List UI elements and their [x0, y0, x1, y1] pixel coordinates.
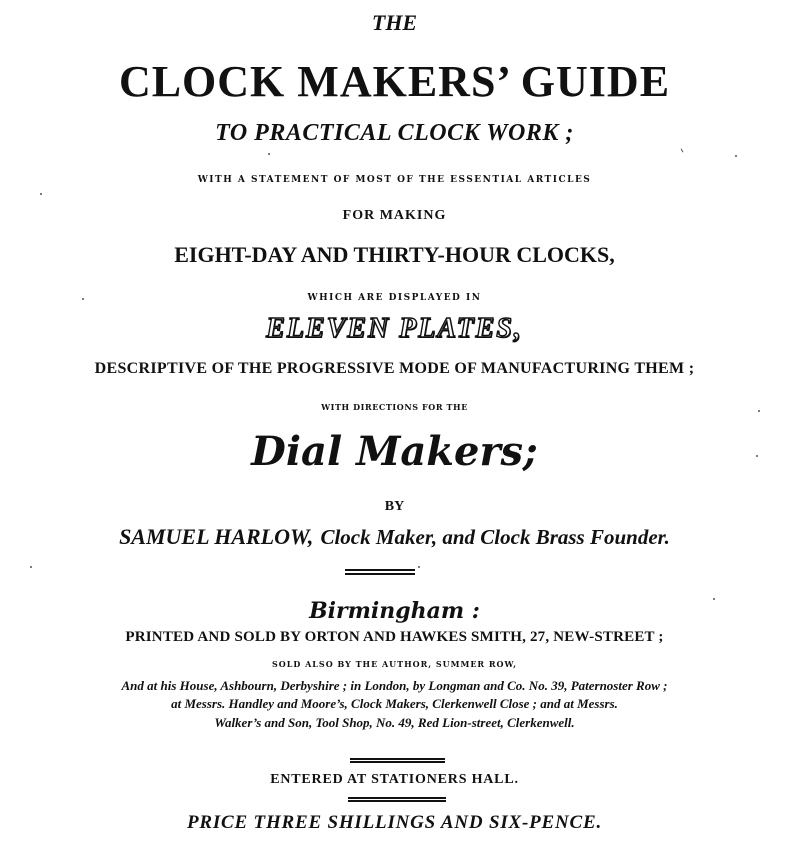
- double-rule: [350, 758, 445, 763]
- eleven-plates: ELEVEN PLATES,: [266, 313, 523, 344]
- scan-speck: [268, 153, 270, 155]
- scan-speck: [681, 149, 684, 153]
- price-line: PRICE THREE SHILLINGS AND SIX-PENCE.: [186, 812, 603, 833]
- scan-speck: [713, 598, 715, 600]
- by-line: BY: [384, 499, 405, 514]
- scan-speck: [735, 155, 737, 157]
- main-title: CLOCK MAKERS’ GUIDE: [118, 57, 671, 106]
- heading-the: THE: [371, 10, 418, 35]
- scan-speck: [756, 455, 758, 457]
- descriptive-line: DESCRIPTIVE OF THE PROGRESSIVE MODE OF MANUFACTURING THEM ;: [94, 360, 695, 377]
- imprint-printed-by: PRINTED AND SOLD BY ORTON AND HAWKES SMITH, 27, NEW-STREET ;: [125, 629, 664, 645]
- subtitle: TO PRACTICAL CLOCK WORK ;: [215, 120, 574, 146]
- scan-speck: [40, 193, 42, 195]
- imprint-line-3: Walker’s and Son, Tool Shop, No. 49, Red Lion-street, Clerkenwell.: [214, 715, 575, 730]
- imprint-line-1: And at his House, Ashbourn, Derbyshire ; in London, by Longman and Co. No. 39, Paternoster Row ;: [121, 678, 668, 693]
- author-name: SAMUEL HARLOW,: [119, 524, 314, 549]
- imprint-line-2: at Messrs. Handley and Moore’s, Clock Makers, Clerkenwell Close ; and at Messrs.: [171, 696, 618, 711]
- displayed-in: WHICH ARE DISPLAYED IN: [307, 293, 482, 303]
- statement-line: WITH A STATEMENT OF MOST OF THE ESSENTIAL ARTICLES: [197, 175, 592, 185]
- dial-makers: Dial Makers;: [251, 428, 538, 475]
- directions-line: WITH DIRECTIONS FOR THE: [321, 402, 468, 412]
- clock-types: EIGHT-DAY AND THIRTY-HOUR CLOCKS,: [174, 242, 615, 267]
- imprint-sold-also: SOLD ALSO BY THE AUTHOR, SUMMER ROW,: [272, 659, 517, 669]
- scan-speck: [30, 566, 32, 568]
- author-line: [0, 526, 789, 549]
- scan-speck: [758, 410, 760, 412]
- author-description: Clock Maker, and Clock Brass Founder.: [320, 525, 670, 549]
- imprint-city: Birmingham :: [309, 598, 480, 624]
- scan-speck: [418, 566, 420, 568]
- for-making: FOR MAKING: [342, 208, 447, 223]
- entered-line: ENTERED AT STATIONERS HALL.: [270, 772, 519, 787]
- scan-speck: [82, 298, 84, 300]
- double-rule: [348, 797, 446, 802]
- double-rule: [345, 569, 415, 575]
